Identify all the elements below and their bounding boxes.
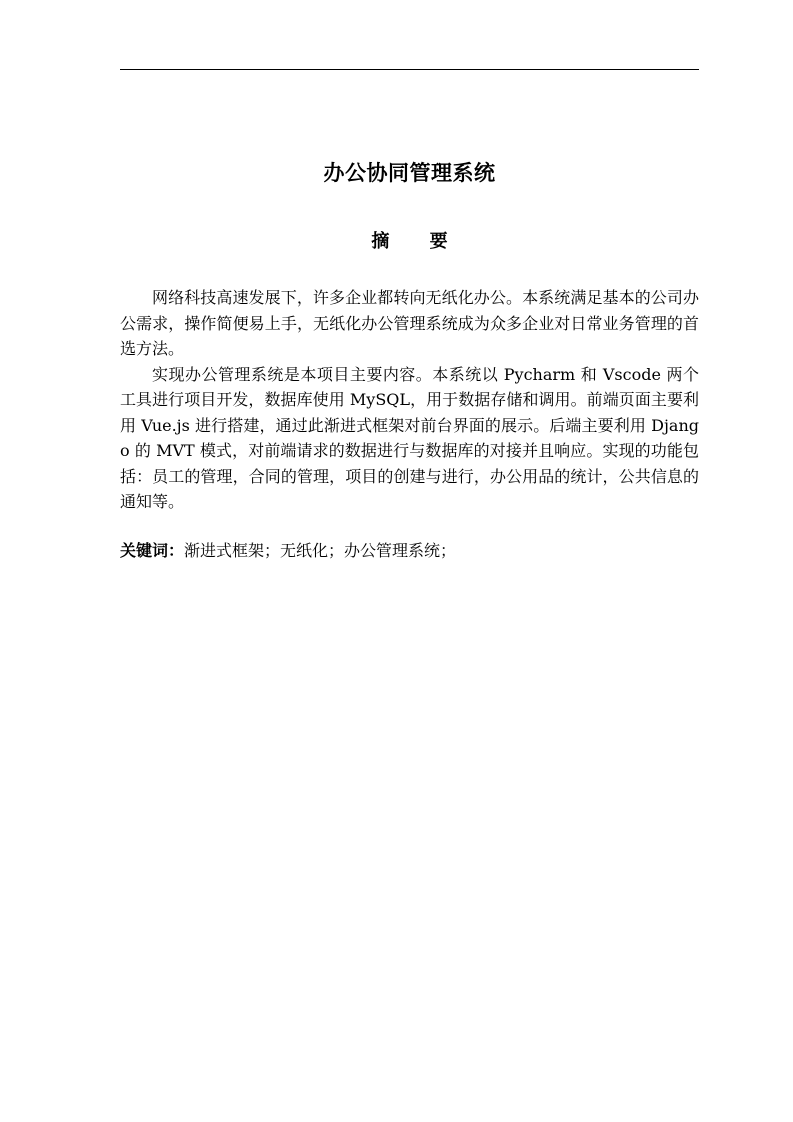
- keywords-line: [120, 538, 699, 563]
- abstract-paragraph-2: 实现办公管理系统是本项目主要内容。本系统以 Pycharm 和 Vscode 两个工具进行项目开发，数据库使用 MySQL，用于数据存储和调用。前端页面主要利用 Vue.js 进行搭建，通过此渐进式框架对前台界面的展示。后端主要利用 Django 的 MVT 模式，对前端请求的数据进行与数据库的对接并且响应。实现的功能包括：员工的管理，合同的管理，项目的创建与进行，办公用品的统计，公共信息的通知等。: [120, 364, 699, 511]
- keywords-label: 关键词：: [120, 541, 185, 560]
- abstract-paragraph-1: 网络科技高速发展下，许多企业都转向无纸化办公。本系统满足基本的公司办公需求，操作简便易上手，无纸化办公管理系统成为众多企业对日常业务管理的首选方法。: [120, 288, 699, 358]
- abstract-heading: 摘 要: [371, 231, 465, 252]
- abstract-body: [120, 285, 699, 515]
- keywords-text: 渐进式框架；无纸化；办公管理系统；: [184, 541, 457, 560]
- header-rule: [120, 69, 699, 70]
- document-title: 办公协同管理系统: [323, 161, 496, 185]
